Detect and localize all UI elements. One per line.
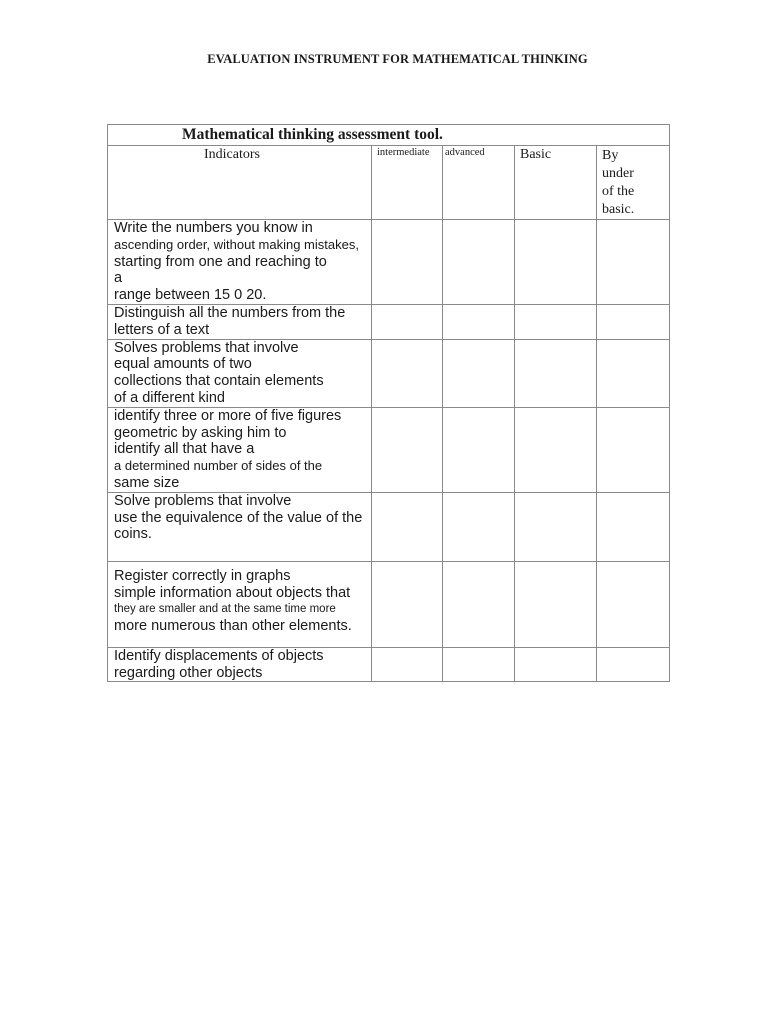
indicator-cell	[108, 304, 372, 339]
indicator-line: a	[114, 270, 123, 287]
indicator-line: use the equivalence of the value of the	[114, 509, 363, 526]
header-below-basic-line: basic.	[602, 202, 635, 217]
rating-cell-below-basic[interactable]	[597, 407, 670, 492]
indicator-cell	[108, 492, 372, 561]
table-caption-row	[108, 125, 670, 146]
rating-cell-intermediate[interactable]	[372, 339, 443, 407]
rating-cell-below-basic[interactable]	[597, 647, 670, 682]
indicator-cell	[108, 561, 372, 647]
indicator-cell	[108, 407, 372, 492]
indicator-line: collections that contain elements	[114, 373, 324, 390]
assessment-table	[107, 124, 670, 682]
indicator-line: equal amounts of two	[114, 356, 252, 373]
rating-cell-intermediate[interactable]	[372, 561, 443, 647]
rating-cell-advanced[interactable]	[443, 220, 515, 305]
header-below-basic-line: under	[602, 166, 634, 181]
indicator-line: identify all that have a	[114, 441, 255, 458]
table-row	[108, 647, 670, 682]
indicator-line: ascending order, without making mistakes,	[114, 236, 359, 252]
rating-cell-advanced[interactable]	[443, 407, 515, 492]
rating-cell-advanced[interactable]	[443, 561, 515, 647]
indicator-line: starting from one and reaching to	[114, 253, 327, 270]
document-title: EVALUATION INSTRUMENT FOR MATHEMATICAL THINKING	[207, 52, 588, 66]
rating-cell-basic[interactable]	[515, 220, 597, 305]
table-row	[108, 304, 670, 339]
rating-cell-intermediate[interactable]	[372, 220, 443, 305]
table-header-row	[108, 146, 670, 220]
rating-cell-intermediate[interactable]	[372, 647, 443, 682]
indicator-line: letters of a text	[114, 321, 210, 338]
indicator-line: simple information about objects that	[114, 584, 351, 601]
indicator-line: Register correctly in graphs	[114, 567, 291, 584]
indicator-line: a determined number of sides of the	[114, 458, 323, 474]
header-below-basic-line: By	[602, 148, 619, 163]
rating-cell-basic[interactable]	[515, 407, 597, 492]
rating-cell-advanced[interactable]	[443, 492, 515, 561]
indicator-line: they are smaller and at the same time more	[114, 603, 336, 616]
indicator-line: range between 15 0 20.	[114, 287, 267, 304]
indicator-cell	[108, 220, 372, 305]
table-row	[108, 561, 670, 647]
rating-cell-basic[interactable]	[515, 339, 597, 407]
rating-cell-below-basic[interactable]	[597, 339, 670, 407]
table-row	[108, 492, 670, 561]
rating-cell-basic[interactable]	[515, 647, 597, 682]
rating-cell-intermediate[interactable]	[372, 304, 443, 339]
indicator-line: Solves problems that involve	[114, 339, 299, 356]
table-row	[108, 407, 670, 492]
rating-cell-advanced[interactable]	[443, 647, 515, 682]
indicator-line: regarding other objects	[114, 664, 263, 681]
table-row	[108, 220, 670, 305]
indicator-line: Distinguish all the numbers from the	[114, 304, 346, 321]
header-basic: Basic	[515, 146, 597, 220]
header-intermediate: intermediate	[372, 146, 443, 220]
indicator-cell	[108, 647, 372, 682]
rating-cell-below-basic[interactable]	[597, 220, 670, 305]
indicator-line: same size	[114, 474, 180, 491]
rating-cell-basic[interactable]	[515, 304, 597, 339]
indicator-line: geometric by asking him to	[114, 424, 287, 441]
rating-cell-below-basic[interactable]	[597, 561, 670, 647]
table-caption: Mathematical thinking assessment tool.	[108, 125, 670, 146]
header-below-basic-line: of the	[602, 184, 635, 199]
indicator-line: coins.	[114, 526, 152, 543]
indicator-line: Write the numbers you know in	[114, 220, 313, 236]
rating-cell-intermediate[interactable]	[372, 407, 443, 492]
header-indicators: Indicators	[108, 146, 372, 220]
rating-cell-below-basic[interactable]	[597, 492, 670, 561]
rating-cell-intermediate[interactable]	[372, 492, 443, 561]
indicator-line: more numerous than other elements.	[114, 618, 352, 635]
indicator-line: Solve problems that involve	[114, 492, 292, 509]
indicator-cell	[108, 339, 372, 407]
rating-cell-basic[interactable]	[515, 561, 597, 647]
rating-cell-basic[interactable]	[515, 492, 597, 561]
indicator-line: Identify displacements of objects	[114, 647, 324, 664]
indicator-line: of a different kind	[114, 389, 225, 406]
rating-cell-advanced[interactable]	[443, 339, 515, 407]
rating-cell-below-basic[interactable]	[597, 304, 670, 339]
header-advanced: advanced	[443, 146, 515, 220]
rating-cell-advanced[interactable]	[443, 304, 515, 339]
header-below-basic	[597, 146, 670, 220]
table-row	[108, 339, 670, 407]
indicator-line: identify three or more of five figures	[114, 407, 342, 424]
